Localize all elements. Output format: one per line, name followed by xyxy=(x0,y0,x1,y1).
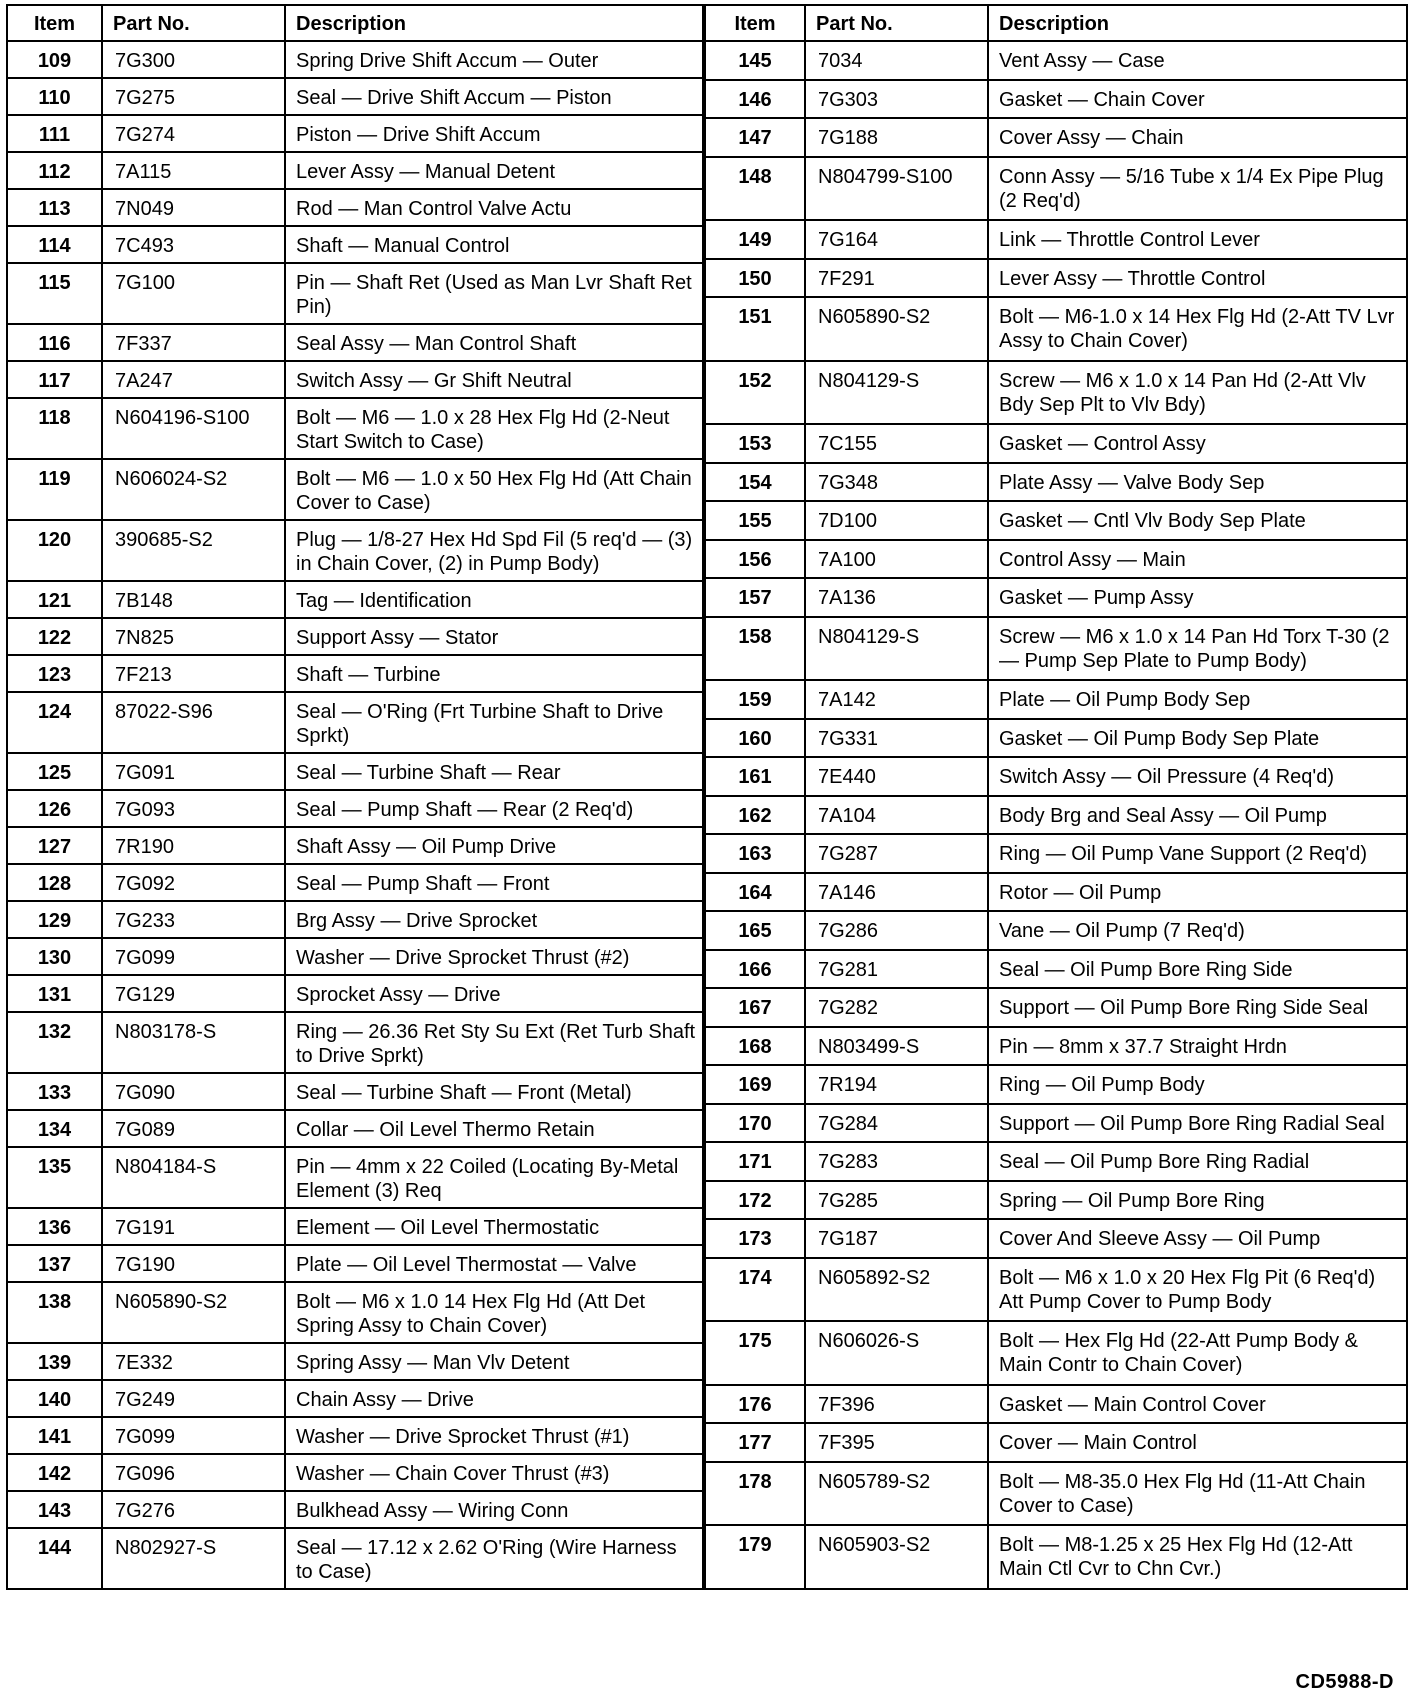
part-number: 7C155 xyxy=(805,424,988,463)
part-number: 7G300 xyxy=(102,41,285,78)
item-number: 137 xyxy=(7,1245,102,1282)
parts-list-page xyxy=(6,4,1404,1590)
item-number: 129 xyxy=(7,901,102,938)
part-number: 7F213 xyxy=(102,655,285,692)
part-description: Bolt — M8-1.25 x 25 Hex Flg Hd (12-Att Main Ctl Cvr to Chn Cvr.) xyxy=(988,1525,1407,1589)
table-row xyxy=(705,157,1407,221)
item-number: 162 xyxy=(705,796,805,835)
item-number: 166 xyxy=(705,950,805,989)
item-number: 148 xyxy=(705,157,805,221)
item-number: 157 xyxy=(705,578,805,617)
part-number: 7A115 xyxy=(102,152,285,189)
item-number: 163 xyxy=(705,834,805,873)
figure-reference-code: CD5988-D xyxy=(1295,1671,1394,1693)
item-number: 152 xyxy=(705,361,805,425)
table-row xyxy=(705,757,1407,796)
part-description: Gasket — Cntl Vlv Body Sep Plate xyxy=(988,501,1407,540)
part-number: 7G093 xyxy=(102,790,285,827)
item-number: 127 xyxy=(7,827,102,864)
table-row xyxy=(7,1491,703,1528)
parts-table-left xyxy=(6,4,704,1590)
part-description: Gasket — Control Assy xyxy=(988,424,1407,463)
table-row xyxy=(705,1321,1407,1385)
part-description: Element — Oil Level Thermostatic xyxy=(285,1208,703,1245)
part-description: Vent Assy — Case xyxy=(988,41,1407,80)
part-number: N605890-S2 xyxy=(805,297,988,361)
part-description: Seal — Turbine Shaft — Rear xyxy=(285,753,703,790)
part-description: Spring — Oil Pump Bore Ring xyxy=(988,1181,1407,1220)
table-row xyxy=(7,581,703,618)
part-description: Ring — Oil Pump Body xyxy=(988,1065,1407,1104)
part-no-header: Part No. xyxy=(805,5,988,41)
table-row xyxy=(7,827,703,864)
part-number: 7G191 xyxy=(102,1208,285,1245)
table-row xyxy=(7,1282,703,1343)
table-row xyxy=(705,1065,1407,1104)
part-description: Conn Assy — 5/16 Tube x 1/4 Ex Pipe Plug (2 Req'd) xyxy=(988,157,1407,221)
part-description: Shaft — Manual Control xyxy=(285,226,703,263)
part-number: 7N825 xyxy=(102,618,285,655)
item-number: 175 xyxy=(705,1321,805,1385)
part-number: 7G282 xyxy=(805,988,988,1027)
table-header-row xyxy=(7,5,703,41)
item-number: 131 xyxy=(7,975,102,1012)
part-description: Gasket — Main Control Cover xyxy=(988,1385,1407,1424)
table-row xyxy=(705,1385,1407,1424)
table-row xyxy=(705,796,1407,835)
part-description: Rotor — Oil Pump xyxy=(988,873,1407,912)
part-description: Seal — Oil Pump Bore Ring Side xyxy=(988,950,1407,989)
part-description: Rod — Man Control Valve Actu xyxy=(285,189,703,226)
part-description: Ring — Oil Pump Vane Support (2 Req'd) xyxy=(988,834,1407,873)
table-row xyxy=(705,220,1407,259)
part-description: Lever Assy — Throttle Control xyxy=(988,259,1407,298)
part-description: Cover — Main Control xyxy=(988,1423,1407,1462)
part-description: Seal — Drive Shift Accum — Piston xyxy=(285,78,703,115)
table-row xyxy=(7,1380,703,1417)
part-number: 7A100 xyxy=(805,540,988,579)
part-description: Link — Throttle Control Lever xyxy=(988,220,1407,259)
table-row xyxy=(705,1027,1407,1066)
part-number: 87022-S96 xyxy=(102,692,285,753)
table-row xyxy=(705,1423,1407,1462)
part-number: N804184-S xyxy=(102,1147,285,1208)
item-number: 158 xyxy=(705,617,805,681)
part-description: Shaft Assy — Oil Pump Drive xyxy=(285,827,703,864)
part-description: Seal — O'Ring (Frt Turbine Shaft to Drive Sprkt) xyxy=(285,692,703,753)
part-number: 7G096 xyxy=(102,1454,285,1491)
part-description: Bolt — M6-1.0 x 14 Hex Flg Hd (2-Att TV Lvr Assy to Chain Cover) xyxy=(988,297,1407,361)
part-description: Screw — M6 x 1.0 x 14 Pan Hd (2-Att Vlv Bdy Sep Plt to Vlv Bdy) xyxy=(988,361,1407,425)
part-description: Seal — Pump Shaft — Front xyxy=(285,864,703,901)
part-description: Spring Assy — Man Vlv Detent xyxy=(285,1343,703,1380)
table-row xyxy=(705,1462,1407,1526)
item-number: 109 xyxy=(7,41,102,78)
part-number: 7G281 xyxy=(805,950,988,989)
table-row xyxy=(705,680,1407,719)
item-number: 145 xyxy=(705,41,805,80)
item-number: 122 xyxy=(7,618,102,655)
part-number: 7R194 xyxy=(805,1065,988,1104)
item-number: 124 xyxy=(7,692,102,753)
table-row xyxy=(7,655,703,692)
parts-table-left-body xyxy=(7,41,703,1589)
item-number: 114 xyxy=(7,226,102,263)
item-number: 170 xyxy=(705,1104,805,1143)
table-row xyxy=(705,361,1407,425)
description-header: Description xyxy=(285,5,703,41)
part-number: 7G190 xyxy=(102,1245,285,1282)
item-number: 140 xyxy=(7,1380,102,1417)
item-number: 138 xyxy=(7,1282,102,1343)
item-number: 160 xyxy=(705,719,805,758)
item-number: 173 xyxy=(705,1219,805,1258)
part-number: 7A136 xyxy=(805,578,988,617)
part-description: Gasket — Pump Assy xyxy=(988,578,1407,617)
part-number: N606026-S xyxy=(805,1321,988,1385)
item-number: 149 xyxy=(705,220,805,259)
table-row xyxy=(7,115,703,152)
table-row xyxy=(7,692,703,753)
part-number: 7G287 xyxy=(805,834,988,873)
part-number: N605890-S2 xyxy=(102,1282,285,1343)
part-number: N803499-S xyxy=(805,1027,988,1066)
part-number: 7F291 xyxy=(805,259,988,298)
table-row xyxy=(705,118,1407,157)
table-row xyxy=(7,189,703,226)
table-row xyxy=(7,1245,703,1282)
item-number: 134 xyxy=(7,1110,102,1147)
part-description: Pin — 4mm x 22 Coiled (Locating By-Metal Element (3) Req xyxy=(285,1147,703,1208)
item-number: 151 xyxy=(705,297,805,361)
table-row xyxy=(7,1147,703,1208)
table-row xyxy=(7,1073,703,1110)
part-number: 7R190 xyxy=(102,827,285,864)
item-number: 168 xyxy=(705,1027,805,1066)
part-description: Switch Assy — Oil Pressure (4 Req'd) xyxy=(988,757,1407,796)
part-description: Ring — 26.36 Ret Sty Su Ext (Ret Turb Shaft to Drive Sprkt) xyxy=(285,1012,703,1073)
item-number: 130 xyxy=(7,938,102,975)
part-description: Bolt — M8-35.0 Hex Flg Hd (11-Att Chain Cover to Case) xyxy=(988,1462,1407,1526)
table-row xyxy=(7,1417,703,1454)
part-description: Chain Assy — Drive xyxy=(285,1380,703,1417)
part-number: N604196-S100 xyxy=(102,398,285,459)
part-number: 7A142 xyxy=(805,680,988,719)
part-number: 7G092 xyxy=(102,864,285,901)
item-number: 177 xyxy=(705,1423,805,1462)
part-number: 7E332 xyxy=(102,1343,285,1380)
table-row xyxy=(705,297,1407,361)
table-row xyxy=(7,901,703,938)
part-description: Gasket — Chain Cover xyxy=(988,80,1407,119)
table-row xyxy=(705,873,1407,912)
part-number: 7G164 xyxy=(805,220,988,259)
table-row xyxy=(7,152,703,189)
part-description: Piston — Drive Shift Accum xyxy=(285,115,703,152)
part-number: N605892-S2 xyxy=(805,1258,988,1322)
part-number: 7G284 xyxy=(805,1104,988,1143)
table-row xyxy=(705,1258,1407,1322)
part-description: Cover Assy — Chain xyxy=(988,118,1407,157)
table-row xyxy=(7,1208,703,1245)
part-description: Support — Oil Pump Bore Ring Side Seal xyxy=(988,988,1407,1027)
item-number: 179 xyxy=(705,1525,805,1589)
table-row xyxy=(7,41,703,78)
part-description: Bolt — M6 x 1.0 x 20 Hex Flg Pit (6 Req'd) Att Pump Cover to Pump Body xyxy=(988,1258,1407,1322)
table-row xyxy=(7,398,703,459)
part-description: Bolt — M6 x 1.0 14 Hex Flg Hd (Att Det Spring Assy to Chain Cover) xyxy=(285,1282,703,1343)
part-description: Support — Oil Pump Bore Ring Radial Seal xyxy=(988,1104,1407,1143)
item-number: 120 xyxy=(7,520,102,581)
item-number: 111 xyxy=(7,115,102,152)
part-description: Shaft — Turbine xyxy=(285,655,703,692)
part-number: 7A247 xyxy=(102,361,285,398)
item-number: 144 xyxy=(7,1528,102,1589)
item-number: 159 xyxy=(705,680,805,719)
item-number: 155 xyxy=(705,501,805,540)
table-row xyxy=(7,1454,703,1491)
item-number: 116 xyxy=(7,324,102,361)
part-description: Spring Drive Shift Accum — Outer xyxy=(285,41,703,78)
parts-table-right-body xyxy=(705,41,1407,1589)
part-description: Cover And Sleeve Assy — Oil Pump xyxy=(988,1219,1407,1258)
item-number: 164 xyxy=(705,873,805,912)
table-row xyxy=(7,263,703,324)
part-description: Bolt — M6 — 1.0 x 28 Hex Flg Hd (2-Neut Start Switch to Case) xyxy=(285,398,703,459)
part-number: 7G129 xyxy=(102,975,285,1012)
part-description: Switch Assy — Gr Shift Neutral xyxy=(285,361,703,398)
part-number: 7G285 xyxy=(805,1181,988,1220)
part-number: 7D100 xyxy=(805,501,988,540)
table-row xyxy=(7,618,703,655)
table-row xyxy=(7,1343,703,1380)
part-number: 7G100 xyxy=(102,263,285,324)
item-number: 161 xyxy=(705,757,805,796)
part-description: Support Assy — Stator xyxy=(285,618,703,655)
part-description: Washer — Drive Sprocket Thrust (#1) xyxy=(285,1417,703,1454)
part-description: Vane — Oil Pump (7 Req'd) xyxy=(988,911,1407,950)
table-row xyxy=(705,719,1407,758)
table-row xyxy=(7,1528,703,1589)
item-number: 110 xyxy=(7,78,102,115)
part-description: Plate Assy — Valve Body Sep xyxy=(988,463,1407,502)
item-number: 153 xyxy=(705,424,805,463)
part-description: Bulkhead Assy — Wiring Conn xyxy=(285,1491,703,1528)
part-number: 7G276 xyxy=(102,1491,285,1528)
part-number: N803178-S xyxy=(102,1012,285,1073)
part-number: 7G274 xyxy=(102,115,285,152)
table-row xyxy=(705,1142,1407,1181)
part-number: 7A146 xyxy=(805,873,988,912)
part-description: Seal — Pump Shaft — Rear (2 Req'd) xyxy=(285,790,703,827)
part-number: 7E440 xyxy=(805,757,988,796)
part-number: 7G283 xyxy=(805,1142,988,1181)
item-number: 126 xyxy=(7,790,102,827)
item-number: 121 xyxy=(7,581,102,618)
part-number: 390685-S2 xyxy=(102,520,285,581)
part-description: Brg Assy — Drive Sprocket xyxy=(285,901,703,938)
item-header: Item xyxy=(7,5,102,41)
part-description: Pin — Shaft Ret (Used as Man Lvr Shaft Ret Pin) xyxy=(285,263,703,324)
table-row xyxy=(705,1219,1407,1258)
table-row xyxy=(705,501,1407,540)
table-row xyxy=(7,753,703,790)
part-number: 7G091 xyxy=(102,753,285,790)
part-description: Washer — Chain Cover Thrust (#3) xyxy=(285,1454,703,1491)
table-row xyxy=(705,1104,1407,1143)
table-row xyxy=(705,834,1407,873)
part-number: 7F396 xyxy=(805,1385,988,1424)
item-number: 171 xyxy=(705,1142,805,1181)
part-number: 7G303 xyxy=(805,80,988,119)
table-row xyxy=(705,617,1407,681)
table-row xyxy=(705,988,1407,1027)
item-number: 141 xyxy=(7,1417,102,1454)
part-number: 7G249 xyxy=(102,1380,285,1417)
part-number: 7F337 xyxy=(102,324,285,361)
table-row xyxy=(7,1110,703,1147)
item-number: 113 xyxy=(7,189,102,226)
part-number: N804799-S100 xyxy=(805,157,988,221)
table-row xyxy=(705,463,1407,502)
item-number: 123 xyxy=(7,655,102,692)
part-number: 7G188 xyxy=(805,118,988,157)
part-no-header: Part No. xyxy=(102,5,285,41)
part-description: Seal Assy — Man Control Shaft xyxy=(285,324,703,361)
table-row xyxy=(705,1525,1407,1589)
table-row xyxy=(7,361,703,398)
table-row xyxy=(7,938,703,975)
item-number: 147 xyxy=(705,118,805,157)
part-number: 7034 xyxy=(805,41,988,80)
table-row xyxy=(705,259,1407,298)
part-description: Plug — 1/8-27 Hex Hd Spd Fil (5 req'd — (3) in Chain Cover, (2) in Pump Body) xyxy=(285,520,703,581)
item-number: 135 xyxy=(7,1147,102,1208)
part-description: Lever Assy — Manual Detent xyxy=(285,152,703,189)
item-number: 178 xyxy=(705,1462,805,1526)
part-number: 7G090 xyxy=(102,1073,285,1110)
table-row xyxy=(7,78,703,115)
item-number: 132 xyxy=(7,1012,102,1073)
table-row xyxy=(705,80,1407,119)
part-number: 7B148 xyxy=(102,581,285,618)
part-number: 7G275 xyxy=(102,78,285,115)
part-number: N606024-S2 xyxy=(102,459,285,520)
description-header: Description xyxy=(988,5,1407,41)
part-description: Body Brg and Seal Assy — Oil Pump xyxy=(988,796,1407,835)
part-description: Bolt — Hex Flg Hd (22-Att Pump Body & Main Contr to Chain Cover) xyxy=(988,1321,1407,1385)
part-number: N804129-S xyxy=(805,361,988,425)
table-row xyxy=(705,578,1407,617)
item-number: 169 xyxy=(705,1065,805,1104)
table-row xyxy=(7,790,703,827)
item-number: 142 xyxy=(7,1454,102,1491)
item-number: 150 xyxy=(705,259,805,298)
part-description: Control Assy — Main xyxy=(988,540,1407,579)
part-number: N804129-S xyxy=(805,617,988,681)
part-description: Collar — Oil Level Thermo Retain xyxy=(285,1110,703,1147)
part-description: Seal — 17.12 x 2.62 O'Ring (Wire Harness to Case) xyxy=(285,1528,703,1589)
part-number: 7G331 xyxy=(805,719,988,758)
part-description: Washer — Drive Sprocket Thrust (#2) xyxy=(285,938,703,975)
item-number: 115 xyxy=(7,263,102,324)
table-header-row xyxy=(705,5,1407,41)
table-row xyxy=(705,41,1407,80)
part-description: Pin — 8mm x 37.7 Straight Hrdn xyxy=(988,1027,1407,1066)
part-description: Gasket — Oil Pump Body Sep Plate xyxy=(988,719,1407,758)
part-number: N802927-S xyxy=(102,1528,285,1589)
item-number: 139 xyxy=(7,1343,102,1380)
part-number: 7G099 xyxy=(102,938,285,975)
table-row xyxy=(7,975,703,1012)
part-description: Bolt — M6 — 1.0 x 50 Hex Flg Hd (Att Chain Cover to Case) xyxy=(285,459,703,520)
table-row xyxy=(7,324,703,361)
item-number: 118 xyxy=(7,398,102,459)
part-description: Plate — Oil Level Thermostat — Valve xyxy=(285,1245,703,1282)
item-number: 172 xyxy=(705,1181,805,1220)
item-number: 167 xyxy=(705,988,805,1027)
part-number: N605903-S2 xyxy=(805,1525,988,1589)
table-row xyxy=(7,226,703,263)
item-number: 128 xyxy=(7,864,102,901)
item-number: 146 xyxy=(705,80,805,119)
part-number: 7G286 xyxy=(805,911,988,950)
part-description: Sprocket Assy — Drive xyxy=(285,975,703,1012)
table-row xyxy=(705,911,1407,950)
part-number: 7G233 xyxy=(102,901,285,938)
item-number: 143 xyxy=(7,1491,102,1528)
table-row xyxy=(7,1012,703,1073)
item-number: 133 xyxy=(7,1073,102,1110)
item-header: Item xyxy=(705,5,805,41)
item-number: 165 xyxy=(705,911,805,950)
table-row xyxy=(705,950,1407,989)
part-number: 7C493 xyxy=(102,226,285,263)
table-row xyxy=(7,864,703,901)
part-number: 7G187 xyxy=(805,1219,988,1258)
item-number: 117 xyxy=(7,361,102,398)
part-number: 7F395 xyxy=(805,1423,988,1462)
part-number: 7G089 xyxy=(102,1110,285,1147)
table-row xyxy=(705,424,1407,463)
part-description: Screw — M6 x 1.0 x 14 Pan Hd Torx T-30 (2 — Pump Sep Plate to Pump Body) xyxy=(988,617,1407,681)
part-description: Seal — Turbine Shaft — Front (Metal) xyxy=(285,1073,703,1110)
part-description: Seal — Oil Pump Bore Ring Radial xyxy=(988,1142,1407,1181)
item-number: 156 xyxy=(705,540,805,579)
item-number: 112 xyxy=(7,152,102,189)
item-number: 174 xyxy=(705,1258,805,1322)
item-number: 176 xyxy=(705,1385,805,1424)
item-number: 119 xyxy=(7,459,102,520)
table-row xyxy=(7,520,703,581)
parts-table-right xyxy=(704,4,1408,1590)
item-number: 125 xyxy=(7,753,102,790)
part-number: 7A104 xyxy=(805,796,988,835)
part-number: N605789-S2 xyxy=(805,1462,988,1526)
part-description: Plate — Oil Pump Body Sep xyxy=(988,680,1407,719)
part-description: Tag — Identification xyxy=(285,581,703,618)
part-number: 7G099 xyxy=(102,1417,285,1454)
table-row xyxy=(705,1181,1407,1220)
item-number: 154 xyxy=(705,463,805,502)
part-number: 7G348 xyxy=(805,463,988,502)
item-number: 136 xyxy=(7,1208,102,1245)
table-row xyxy=(7,459,703,520)
table-row xyxy=(705,540,1407,579)
part-number: 7N049 xyxy=(102,189,285,226)
